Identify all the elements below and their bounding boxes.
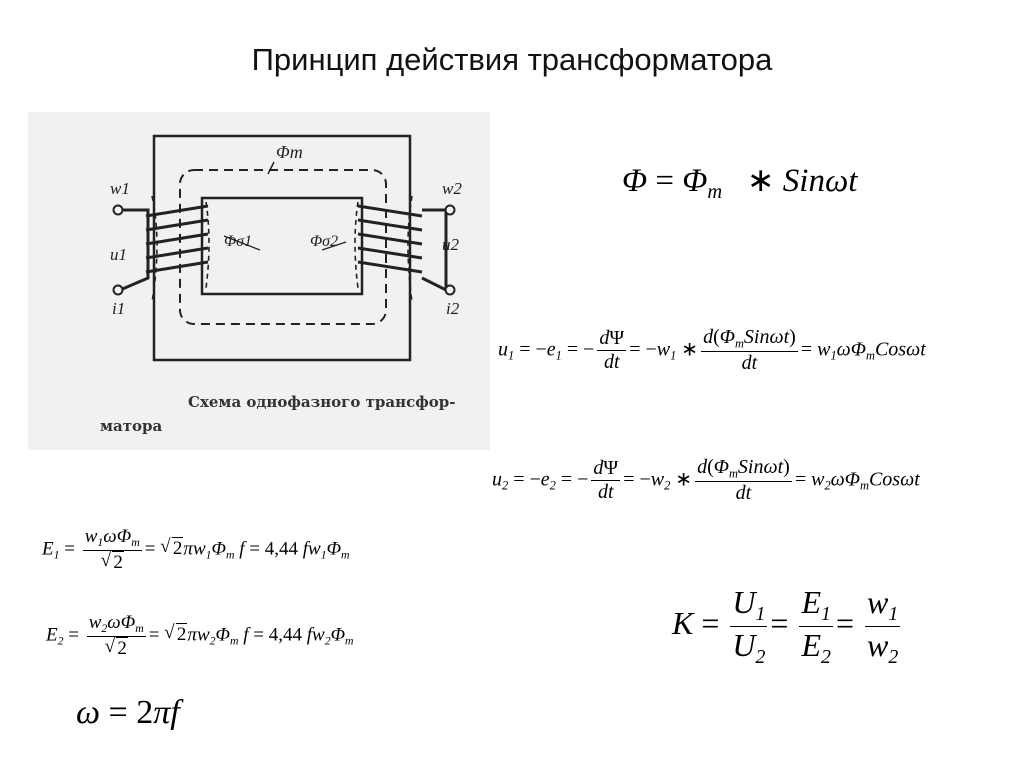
- terminal-w2: [446, 206, 455, 215]
- terminal-w1: [114, 206, 123, 215]
- formula-k: K = $\frac{U_1}{U_2}$ = $\frac{E_1}{E_2}$ = $\frac{w_1}{w_2}$: [672, 584, 899, 668]
- formula-flux-text: [0, 0, 1, 1]
- formula-e1: $E_1$ = $w_1\omega\Phi_m$ √ 2 = √ $2\pi w_1\Phi_m$ f = 4,44 $fw_1\Phi_m$: [42, 526, 350, 574]
- transformer-schematic: [28, 112, 490, 450]
- label-flux-main: Φm: [276, 142, 303, 162]
- terminal-i2: [446, 286, 455, 295]
- formula-u1: $u_1 = -e_1$ = − $\frac{d\Psi}{dt}$ = $-w_1$ ∗ $\frac{d(\Phi_mSin\omega t)}{dt}$ = $w_1\omega\Phi_mCos\omega t$: [498, 326, 926, 375]
- label-w2: w2: [442, 179, 462, 198]
- label-u2: u2: [442, 235, 459, 254]
- leak-flux-2-path: [355, 202, 358, 288]
- schematic-caption: Схема однофазного трансфор-матора: [100, 393, 456, 435]
- label-flux-leak2: Φσ2: [310, 233, 339, 250]
- formula-omega: ω = 2πf: [76, 694, 180, 731]
- primary-winding: [120, 206, 208, 290]
- secondary-winding: [358, 206, 446, 290]
- label-i1: i1: [112, 299, 126, 318]
- formula-flux: $\Phi = \Phi_m$ ∗ Sinωt: [622, 163, 858, 204]
- label-flux-leak1: Φσ1: [224, 233, 253, 250]
- terminal-i1: [114, 286, 123, 295]
- formula-u2: $u_2 = -e_2$ = − $\frac{d\Psi}{dt}$ = $-w_2$ ∗ $\frac{d(\Phi_mSin\omega t)}{dt}$ = $w_2\omega\Phi_mCos\omega t$: [492, 456, 920, 505]
- label-i2: i2: [446, 299, 460, 318]
- label-w1: w1: [110, 179, 130, 198]
- formula-e2: $E_2$ = $w_2\omega\Phi_m$ √ 2 = √ $2\pi w_2\Phi_m$ f = 4,44 $fw_2\Phi_m$: [46, 612, 354, 660]
- label-u1: u1: [110, 245, 127, 264]
- flux-main-pointer: [268, 162, 274, 174]
- page-title: Принцип действия трансформатора: [251, 42, 773, 77]
